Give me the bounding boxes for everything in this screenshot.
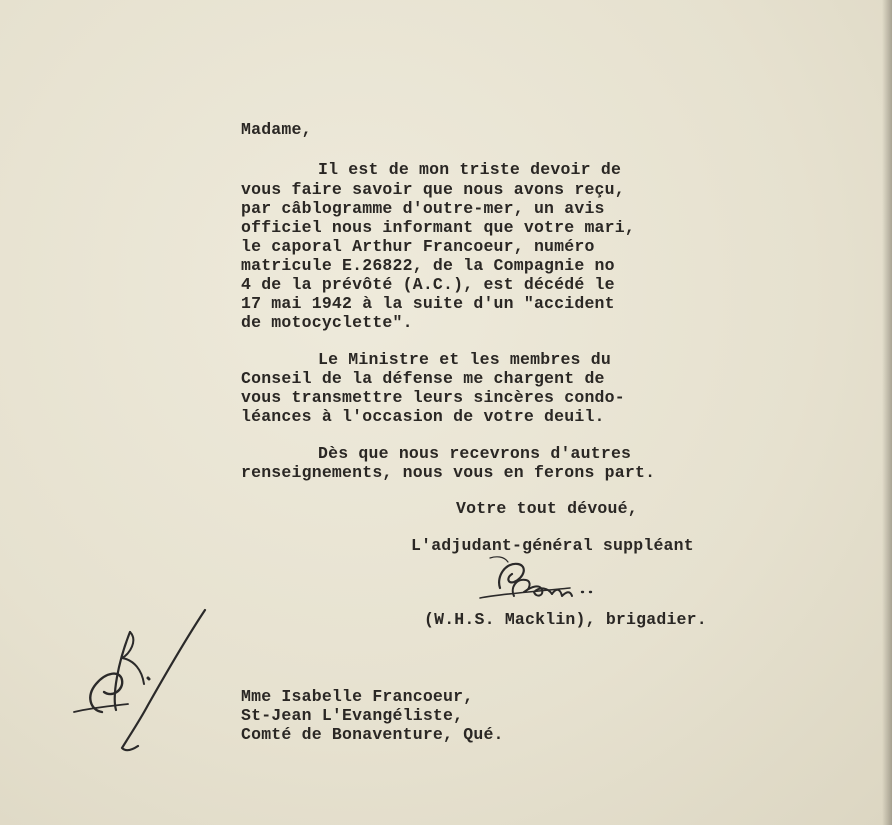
paragraph2-line: Le Ministre et les membres du (318, 350, 611, 369)
signatory-name: (W.H.S. Macklin), brigadier. (424, 610, 707, 629)
margin-initials (60, 600, 220, 760)
paragraph3-line: renseignements, nous vous en ferons part. (241, 463, 656, 482)
address-line: Comté de Bonaventure, Qué. (241, 725, 504, 744)
address-line: Mme Isabelle Francoeur, (241, 687, 474, 706)
paragraph1-line: 4 de la prévôté (A.C.), est décédé le (241, 275, 615, 294)
paragraph1-line: par câblogramme d'outre-mer, un avis (241, 199, 605, 218)
paragraph1-line: le caporal Arthur Francoeur, numéro (241, 237, 595, 256)
paragraph1-line: Il est de mon triste devoir de (318, 160, 622, 179)
paragraph1-line: officiel nous informant que votre mari, (241, 218, 635, 237)
signatory-title: L'adjudant-général suppléant (411, 536, 694, 555)
paragraph2-line: vous transmettre leurs sincères condo- (241, 388, 625, 407)
paragraph2-line: léances à l'occasion de votre deuil. (241, 407, 605, 426)
paragraph2-line: Conseil de la défense me chargent de (241, 369, 605, 388)
closing: Votre tout dévoué, (456, 499, 638, 518)
paragraph1-line: matricule E.26822, de la Compagnie no (241, 256, 615, 275)
paragraph3-line: Dès que nous recevrons d'autres (318, 444, 632, 463)
paragraph1-line: de motocyclette". (241, 313, 413, 332)
paragraph1-line: 17 mai 1942 à la suite d'un "accident (241, 294, 615, 313)
handwritten-signature (470, 548, 610, 612)
salutation: Madame, (241, 120, 312, 139)
address-line: St-Jean L'Evangéliste, (241, 706, 464, 725)
paragraph1-line: vous faire savoir que nous avons reçu, (241, 180, 625, 199)
